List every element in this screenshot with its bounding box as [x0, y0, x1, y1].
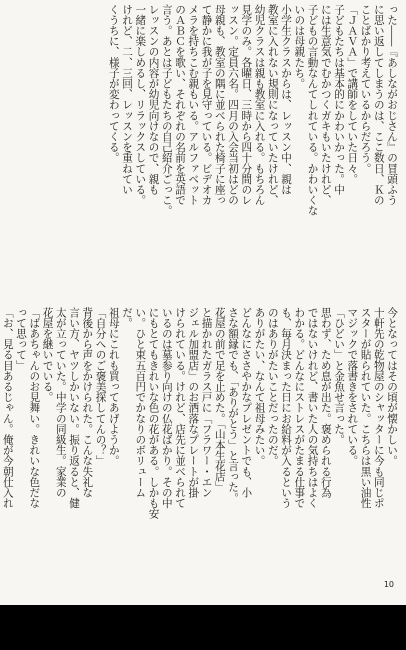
text-column: わかる。どんなにストレスがたまる仕事で: [293, 307, 306, 509]
text-column: 言い方、ヤツしかいない。振り返ると、健: [68, 307, 80, 509]
text-column: 小学生クラスからは、レッスン中、親は: [280, 4, 292, 195]
text-column: いるのは墓参り向けの仏花ばかり。その中: [160, 307, 173, 509]
text-column: 言う。あとは子どもたちの自己紹介ごっこ。: [160, 4, 173, 216]
text-column: どんなにささやかなプレゼントでも、小: [240, 307, 253, 498]
text-column: て静かに我が子を見守っている。ビデオカ: [200, 4, 213, 206]
text-column: けられている。けれど、店先に並べられて: [174, 307, 186, 509]
text-column: ありがたい、なんて祖母みたい。: [253, 307, 266, 466]
text-column: も、毎月決まった日にお給料が入るという: [280, 307, 292, 509]
text-column: レッスンの内容が幼児向けなので、親も: [147, 4, 160, 195]
text-column: ことばかり考えているからだろう。: [359, 4, 372, 174]
text-column: いのは母親たち。: [293, 4, 306, 89]
bottom-black-band: [0, 605, 406, 650]
text-column: った――『あしながおじさん』の冒頭ふう: [386, 4, 398, 206]
text-column: さな額縁でも、「ありがとう」と言った。: [227, 307, 239, 504]
text-column: メラを持ちこむ親もいる。アルファベット: [187, 4, 200, 206]
lower-text-block: [1, 307, 399, 597]
text-column: 一緒に楽しめるし、リラックスしている。: [134, 4, 147, 206]
text-column: って思って」: [15, 307, 27, 371]
text-column: 「ＪＡＶＡ」で講師をしていた日々。: [346, 4, 359, 185]
text-column: 太が立っていた。中学の同級生。家業の: [54, 307, 67, 498]
text-column: にもとてもきれいな色の花がある。しかも安: [147, 307, 160, 519]
page-number: 10: [383, 580, 394, 589]
text-column: 思わず、ため息が出た。褒められる行為: [319, 307, 332, 498]
text-column: 教室に入れない規則になっていたけれど、: [266, 4, 279, 206]
text-column: 子どもたちは基本的にかわいかった。中: [333, 4, 345, 195]
text-column: 幼児クラスは親も教室に入れる。もちろん: [253, 4, 266, 206]
text-column: のＡＢＣを歌い、それぞれの名前を英語で: [174, 4, 186, 206]
text-column: ッスン。定員六名。四月の入会当初はどの: [227, 4, 239, 206]
text-column: 花屋の前で足を止めた。「山本生花店」: [213, 307, 226, 493]
text-column: 花屋を継いでいる。: [41, 307, 54, 403]
upper-text-block: [107, 4, 399, 294]
text-column: ではないけれど、書いた人の気持ちはよく: [306, 307, 319, 509]
text-column: 「お、見る目あるじゃん。俺が今朝仕入れ: [1, 307, 14, 509]
text-column: のはありがたいことだったのだ。: [266, 307, 279, 466]
text-column: 母親も、教室の隅に並べられた椅子に座っ: [213, 4, 226, 206]
text-column: 今となってはその頃が懐かしい。: [386, 307, 398, 466]
text-column: い。ひと束五百円でかなりのボリューム: [134, 307, 147, 498]
text-column: 十軒先の乾物屋のシャッターに今も同じポ: [372, 307, 385, 509]
text-column: 祖母にこれも買ってあげようか。: [107, 307, 120, 466]
text-column: 見学のみ。各曜日、三時から四十分間のレ: [240, 4, 253, 206]
text-column: 「自分へのご褒美探してんの？」: [94, 307, 107, 466]
text-column: 背後から声をかけられた。こんな失礼な: [81, 307, 94, 498]
text-column: マジックで落書きをされている。: [346, 307, 359, 466]
text-column: 「ひどい」と金魚せ言った。: [333, 307, 345, 445]
text-column: ジェル加盟店」のお洒落なプレートが掛: [187, 307, 200, 498]
text-column: 子どもの言動なんてしれている。かわいくな: [306, 4, 319, 216]
text-column: だ。: [121, 307, 133, 329]
text-column: には生意気でむかつくガキもいたけれど、: [319, 4, 332, 206]
text-column: けれど、二、三回、レッスンを重ねてい: [121, 4, 133, 195]
text-column: 「ばあちゃんのお見舞い。きれいな色だな: [28, 307, 41, 509]
text-column: と描かれたガラス戸に「フラワー・エン: [200, 307, 213, 498]
text-column: スターが貼られていた。こちらは黒い油性: [359, 307, 372, 509]
text-column: に思い返してしまうのは、ここ数日、Ｋの: [372, 4, 385, 206]
text-column: くうちに、様子が変わってくる。: [107, 4, 120, 163]
